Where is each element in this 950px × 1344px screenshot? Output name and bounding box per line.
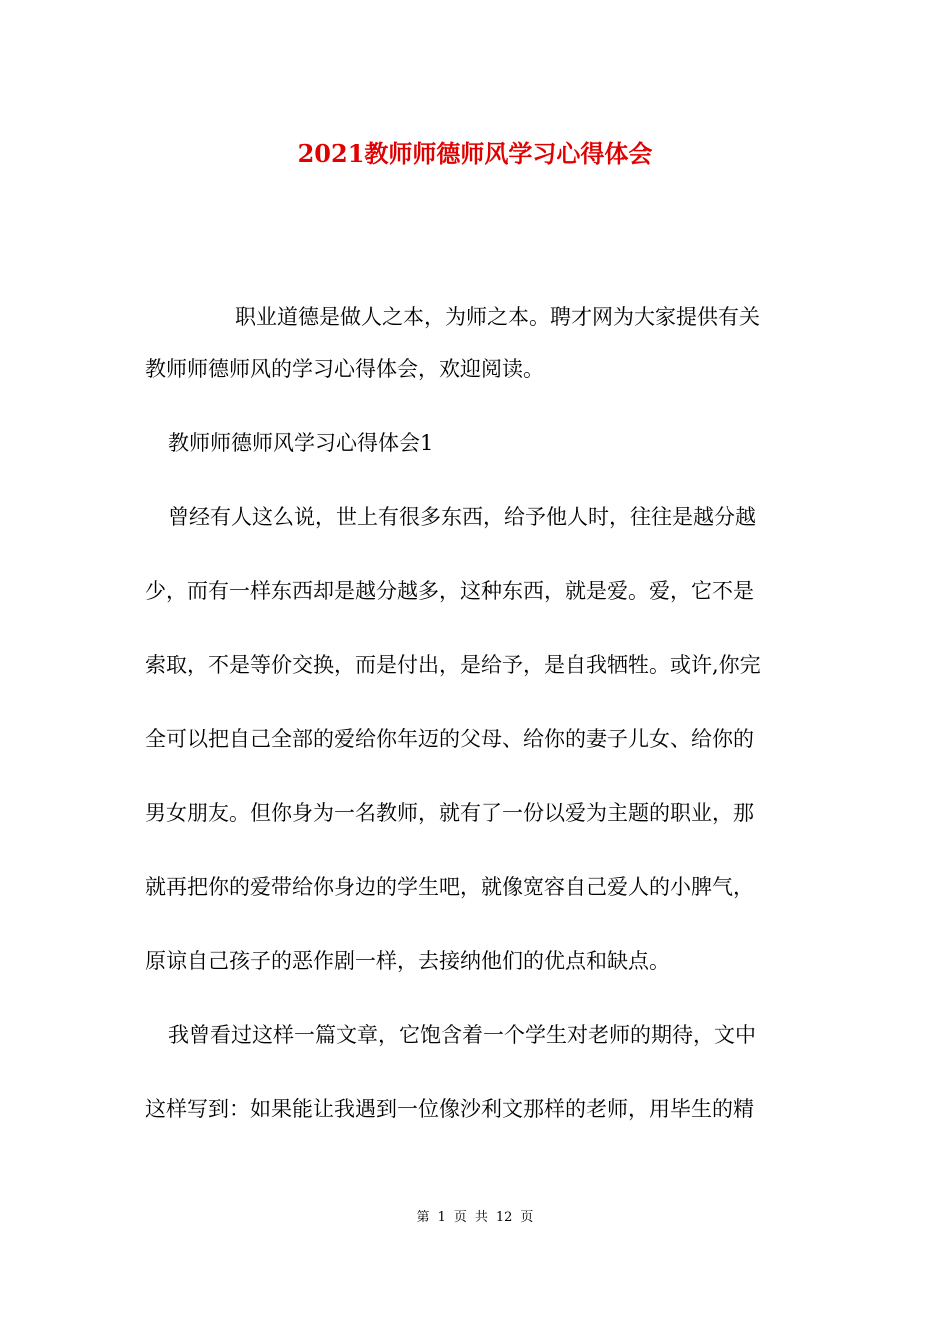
page-unit: 页	[453, 1210, 467, 1225]
paragraph-line: 曾经有人这么说，世上有很多东西，给予他人时，往往是越分越	[168, 505, 756, 529]
paragraph-line: 这样写到：如果能让我遇到一位像沙利文那样的老师，用毕生的精	[145, 1097, 754, 1121]
page-prefix: 第	[416, 1210, 430, 1225]
paragraph-line: 少，而有一样东西却是越分越多，这种东西，就是爱。爱，它不是	[145, 579, 754, 603]
page-number: 1	[437, 1210, 446, 1225]
paragraph-line: 职业道德是做人之本，为师之本。聘才网为大家提供有关	[235, 305, 760, 329]
paragraph-line: 男女朋友。但你身为一名教师，就有了一份以爱为主题的职业，那	[145, 801, 754, 825]
total-unit: 页	[520, 1210, 534, 1225]
total-pages: 12	[495, 1210, 513, 1225]
paragraph-line: 索取，不是等价交换，而是付出，是给予，是自我牺牲。或许,你完	[145, 653, 761, 677]
page-footer	[0, 1208, 950, 1228]
document-title: 2021教师师德师风学习心得体会	[297, 139, 653, 168]
total-prefix: 共	[474, 1210, 488, 1225]
paragraph-line: 教师师德师风的学习心得体会，欢迎阅读。	[145, 357, 544, 381]
section-heading: 教师师德师风学习心得体会1	[168, 431, 434, 455]
paragraph-line: 原谅自己孩子的恶作剧一样，去接纳他们的优点和缺点。	[145, 949, 670, 973]
paragraph-line: 就再把你的爱带给你身边的学生吧，就像宽容自己爱人的小脾气，	[145, 875, 754, 899]
paragraph-line: 我曾看过这样一篇文章，它饱含着一个学生对老师的期待，文中	[168, 1023, 756, 1047]
paragraph-line: 全可以把自己全部的爱给你年迈的父母、给你的妻子儿女、给你的	[145, 727, 754, 751]
